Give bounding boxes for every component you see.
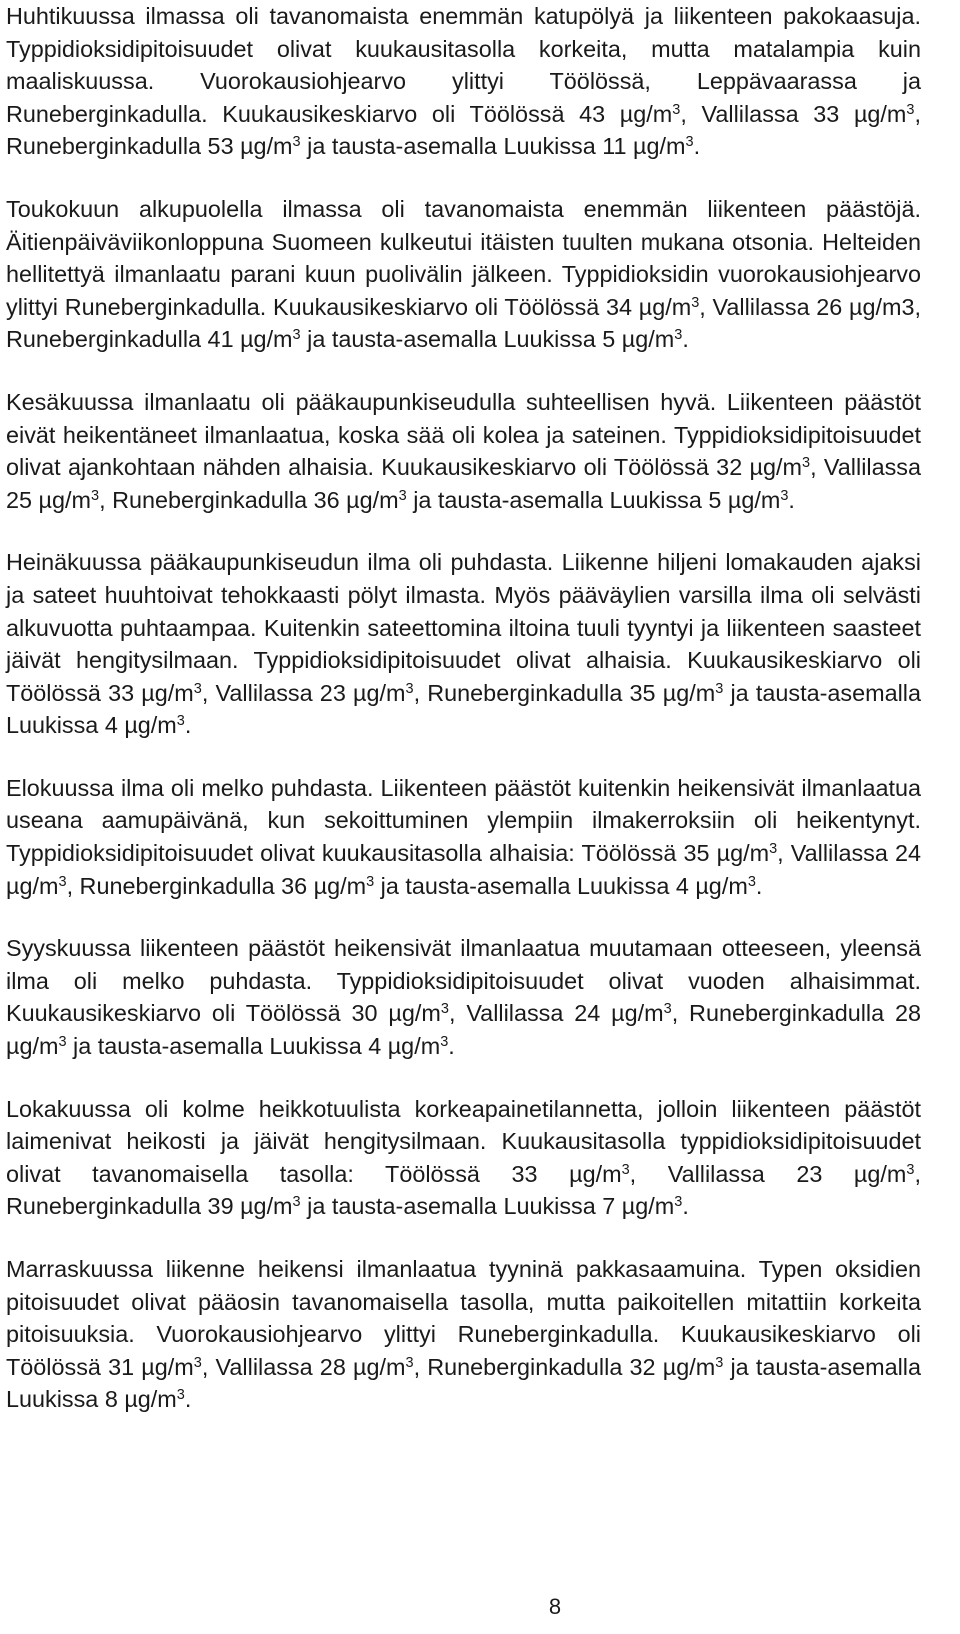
paragraph-october: Lokakuussa oli kolme heikkotuulista korkeapainetilannetta, jolloin liikenteen päästöt laimenivat heikosti ja jäivät hengitysilmaan. Kuukausitasolla typpidioksidipitoisuudet olivat tavanomaisella tasolla: Töölössä 33 $\mu g/m^3$, Vallilassa 23 $\mu g/m^3$, Runeberginkadulla 39 $\mu g/m^3$ ja tausta-asemalla Luukissa 7 $\mu g/m^3$.: [6, 1095, 921, 1220]
document-body: [6, 0, 921, 1446]
page-number: 8: [548, 1594, 562, 1619]
paragraph-april: Huhtikuussa ilmassa oli tavanomaista enemmän katupölyä ja liikenteen pakokaasuja. Typpidioksidipitoisuudet olivat kuukausitasolla korkeita, mutta matalampia kuin maaliskuussa. Vuorokausiohjearvo ylittyi Töölössä, Leppävaarassa ja Runeberginkadulla. Kuukausikeskiarvo oli Töölössä 43 $\mu g/m^3$, Vallilassa 33 $\mu g/m^3$, Runeberginkadulla 53 $\mu g/m^3$ ja tausta-asemalla Luukissa 11 $\mu g/m^3$.: [6, 3, 921, 160]
paragraph-july: Heinäkuussa pääkaupunkiseudun ilma oli puhdasta. Liikenne hiljeni lomakauden ajaksi ja sateet huuhtoivat tehokkaasti pölyt ilmasta. Myös pääväylien varsilla ilma oli selvästi alkuvuotta puhtaampaa. Kuitenkin sateettomina iltoina tuuli tyyntyi ja liikenteen saasteet jäivät hengitysilmaan. Typpidioksidipitoisuudet olivat alhaisia. Kuukausikeskiarvo oli Töölössä 33 $\mu g/m^3$, Vallilassa 23 $\mu g/m^3$, Runeberginkadulla 35 $\mu g/m^3$ ja tausta-asemalla Luukissa 4 $\mu g/m^3$.: [6, 549, 921, 739]
paragraph-august: Elokuussa ilma oli melko puhdasta. Liikenteen päästöt kuitenkin heikensivät ilmanlaatua useana aamupäivänä, kun sekoittuminen ylempiin ilmakerroksiin oli heikentynyt. Typpidioksidipitoisuudet olivat kuukausitasolla alhaisia: Töölössä 35 $\mu g/m^3$, Vallilassa 24 $\mu g/m^3$, Runeberginkadulla 36 $\mu g/m^3$ ja tausta-asemalla Luukissa 4 $\mu g/m^3$.: [6, 774, 921, 899]
paragraph-may: Toukokuun alkupuolella ilmassa oli tavanomaista enemmän liikenteen päästöjä. Äitienpäiväviikonloppuna Suomeen kulkeutui itäisten tuulten mukana otsonia. Helteiden hellitettyä ilmanlaatu parani kuun puolivälin jälkeen. Typpidioksidin vuorokausiohjearvo ylittyi Runeberginkadulla. Kuukausikeskiarvo oli Töölössä 34 $\mu g/m^3$, Vallilassa 26 µg/m3, Runeberginkadulla 41 $\mu g/m^3$ ja tausta-asemalla Luukissa 5 $\mu g/m^3$.: [6, 195, 921, 353]
paragraph-november: Marraskuussa liikenne heikensi ilmanlaatua tyyninä pakkasaamuina. Typen oksidien pitoisuudet olivat pääosin tavanomaisella tasolla, mutta paikoitellen mitattiin korkeita pitoisuuksia. Vuorokausiohjearvo ylittyi Runeberginkadulla. Kuukausikeskiarvo oli Töölössä 31 $\mu g/m^3$, Vallilassa 28 $\mu g/m^3$, Runeberginkadulla 32 $\mu g/m^3$ ja tausta-asemalla Luukissa 8 $\mu g/m^3$.: [6, 1256, 921, 1413]
paragraph-june: Kesäkuussa ilmanlaatu oli pääkaupunkiseudulla suhteellisen hyvä. Liikenteen päästöt eivät heikentäneet ilmanlaatua, koska sää oli kolea ja sateinen. Typpidioksidipitoisuudet olivat ajankohtaan nähden alhaisia. Kuukausikeskiarvo oli Töölössä 32 $\mu g/m^3$, Vallilassa 25 $\mu g/m^3$, Runeberginkadulla 36 $\mu g/m^3$ ja tausta-asemalla Luukissa 5 $\mu g/m^3$.: [6, 388, 921, 513]
paragraph-september: Syyskuussa liikenteen päästöt heikensivät ilmanlaatua muutamaan otteeseen, yleensä ilma oli melko puhdasta. Typpidioksidipitoisuudet olivat vuoden alhaisimmat. Kuukausikeskiarvo oli Töölössä 30 $\mu g/m^3$, Vallilassa 24 $\mu g/m^3$, Runeberginkadulla 28 $\mu g/m^3$ ja tausta-asemalla Luukissa 4 $\mu g/m^3$.: [6, 935, 922, 1060]
